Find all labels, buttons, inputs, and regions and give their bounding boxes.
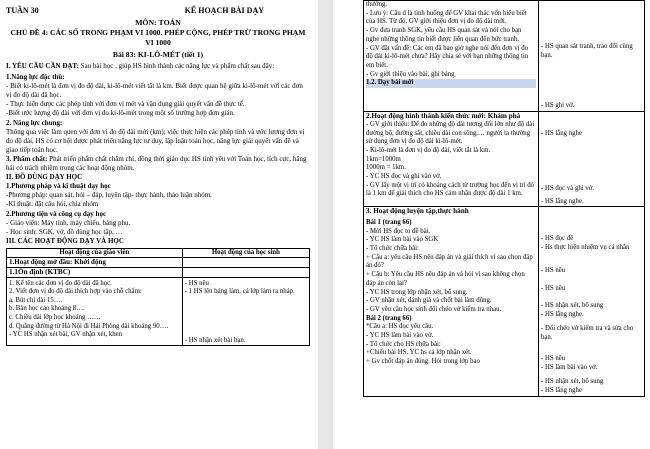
activity-table xyxy=(6,248,310,347)
exercise-1-title: Bài 1 (trang 66) xyxy=(366,218,412,226)
sec2-line: -Kĩ thuật: đặt câu hỏi, chia nhóm xyxy=(6,200,99,209)
subheading-1: 1.Năng lực đặc thù: xyxy=(6,73,65,82)
row-title: 1.1Ổn định (KTBC) xyxy=(7,268,183,278)
section-2-title: 2.Hoạt động hình thành kiến thức mới: Khám phá xyxy=(366,112,521,121)
exercise-2-title: Bài 2 (trang 66) xyxy=(366,314,412,322)
section-3-title: III. CÁC HOẠT ĐỘNG DẠY VÀ HỌC xyxy=(6,236,124,245)
section-1-2-title: 1.2. Dạy bài mới xyxy=(366,79,536,88)
sub2-text: Thông qua việc làm quen với đơn vị đo độ dài mới (km); việc thực hiện các phép tính và ước lượng đơn vị đo độ dài, HS có cơ hội được phát triển năng lực tư duy, lập luận toán học, năng lực giải quyết vấn đề và giao tiếp toán học. xyxy=(6,127,305,154)
sec2-line: - Giáo viên: Máy tính, máy chiếu, bảng phụ. xyxy=(6,218,131,227)
page-header xyxy=(6,6,310,15)
right-page xyxy=(333,0,650,449)
row-title: 1.Hoạt động mở đầu: Khởi động xyxy=(7,258,183,268)
section-3-title: 3. Hoạt động luyện tập,thực hành xyxy=(366,207,469,216)
sec2-line: -Phương pháp: quan sát, hỏi – đáp, luyện tập- thực hành, thảo luận nhóm. xyxy=(6,191,212,200)
subject-title: MÔN: TOÁN xyxy=(135,18,181,27)
table-row xyxy=(7,268,310,278)
sub1-line: -Biết ước lượng độ dài với đơn vị đo ki-lô-mét trong một số trường hợp đơn giản. xyxy=(6,109,235,118)
activity-table-continued xyxy=(363,0,645,397)
sec2-line: 2.Phương tiện và công cụ dạy học xyxy=(6,209,107,218)
teacher-cell: thưởng. - Lưu ý: Câu d là tình huống để GV khai thác vốn hiểu biết của HS. Từ đó, GV giới thiệu đơn vị đo độ dài mới. - Gv đưa tranh SGK, yêu cầu HS quan sát và nói cho bạn nghe những thông tin biết được liên quan đến bức tranh. - GV đặt vấn đề: Các em đã bao giờ nghe nói đến đơn vị đo độ dài ki-lô-mét chưa? Hãy chia sẻ với bạn những thông tin em biết. - Gv giới thiệu vào bài, ghi bảng 1.2. Dạy bài mới xyxy=(364,1,539,112)
sub3-paragraph: 3. Phẩm chất: Phát triển phẩm chất chăm chỉ, đồng thời giáo dục HS tình yêu với Toán học, tích cực, hăng hái có trách nhiệm trong các hoạt động nhóm. xyxy=(6,154,307,173)
sub1-line: - Biết ki-lô-mét là đơn vị đo độ dài, ki-lô-mét viết tắt là km. Biết được quan hệ giữa ki-lô-mét với các đơn vị đo độ dài đã học. xyxy=(6,82,303,100)
student-cell: - HS lắng nghe - HS đọc và ghi vở. - HS lắng nghe. xyxy=(539,112,645,207)
student-cell: - HS quan sát tranh, trao đổi cùng bạn. - HS ghi vở. xyxy=(539,1,645,112)
left-page xyxy=(0,0,318,449)
teacher-cell: 2.Hoạt động hình thành kiến thức mới: Khám phá - GV giới thiệu: Để đo những độ dài tương đối lớn như độ dài đường bộ, đường sắt, chiều dài con sông,… người ta thường sử dụng đơn vị đo độ dài ki-lô-mét. - Ki-lô-mét là đơn vị đo độ dài, viết tắt là km. 1km=1000m 1000m = 1km. - YC HS đọc và ghi vào vở. - GV lấy một vị trí có khoảng cách từ trường học đến vị trí đó là 1 km để giải thích cho HS cảm nhận được độ dài 1 km. xyxy=(364,112,539,207)
table-row xyxy=(7,277,310,346)
topic-title: CHỦ ĐỀ 4: CÁC SỐ TRONG PHẠM VI 1000. PHÉP CỘNG, PHÉP TRỪ TRONG PHẠM VI 1000 xyxy=(10,28,306,47)
lesson-title: Bài 83: KI-LÔ-MÉT (tiết 1) xyxy=(112,50,204,59)
student-cell: - HS nêu - 1 HS lên bảng làm, cả lớp làm ra nháp. - HS nhận xét bài bạn. xyxy=(182,277,309,346)
sub1-line: - Thực hiện được các phép tính với đơn vị mét và vận dụng giải quyết vấn đề thực tế. xyxy=(6,100,245,109)
section-1: I. YÊU CẦU CẦN ĐẠT: Sau bài học , giúp HS hình thành các năng lực và phẩm chất sau đây: xyxy=(6,62,275,70)
plan-title: KẾ HOẠCH BÀI DẠY xyxy=(184,6,264,15)
table-row xyxy=(364,1,645,112)
sec2-line: - Học sinh: SGK, vở, đồ dùng học tập, … xyxy=(6,227,123,236)
table-row xyxy=(7,258,310,268)
sec2-line: 1.Phương pháp và kĩ thuật dạy học xyxy=(6,182,111,191)
table-row xyxy=(364,207,645,396)
teacher-cell: 3. Hoạt động luyện tập,thực hành Bài 1 (trang 66) - Mời HS đọc to đề bài. - YC HS làm bài vào SGK - Tổ chức chữa bài: + Câu a: yêu cầu HS nêu đáp án và giải thích vì sao chọn đáp án đó? + Câu b: Yêu cầu HS nêu đáp án và hỏi vì sao không chọn đáp án còn lại? - YC HS trong lớp nhận xét, bổ sung. - GV nhận xét, đánh giá và chốt bài làm đúng. - GV yêu cầu học sinh đổi chéo vở kiểm tra nhau. Bài 2 (trang 66) *Câu a: HS đọc yêu cầu. - YC HS làm bài vào vở. - Tổ chức cho HS chữa bài: +Chiếu bài HS. YC hs cả lớp nhận xét. + Gv chốt đáp án đúng. Hỏi trong lớp bao xyxy=(364,207,539,396)
section-2-title: II. ĐỒ DÙNG DẠY HỌC xyxy=(6,173,83,182)
teacher-column-header: Hoạt động của giáo viên xyxy=(7,248,183,258)
subheading-2: 2. Năng lực chung: xyxy=(6,118,63,127)
teacher-cell: 1. Kể tên các đơn vị đo độ dài đã học. 2. Viết đơn vị đo độ dài thích hợp vào chỗ chấm: a. Bút chì dài 15…. b. Bàn học cao khoảng 8…. c. Chiều dài lớp học khoảng …… d. Quãng đường từ Hà Nội đi Hải Phòng dài khoảng 90…. - YC HS nhận xét bài, GV nhận xét, khen xyxy=(7,277,183,346)
student-column-header: Hoạt động của học sinh xyxy=(182,248,309,258)
table-row xyxy=(364,112,645,207)
week-label: TUẦN 30 xyxy=(6,6,39,15)
student-cell: - HS đọc đề - Hs thực hiện nhiệm vụ cá nhân - HS nêu - HS nêu - HS nhận xét, bổ sung - HS lắng nghe. - Đổi chéo vở kiểm tra và sửa cho bạn. - HS nêu - HS làm bài vào vở. - HS nhận xét, bổ sung - HS lắng nghe xyxy=(539,207,645,396)
